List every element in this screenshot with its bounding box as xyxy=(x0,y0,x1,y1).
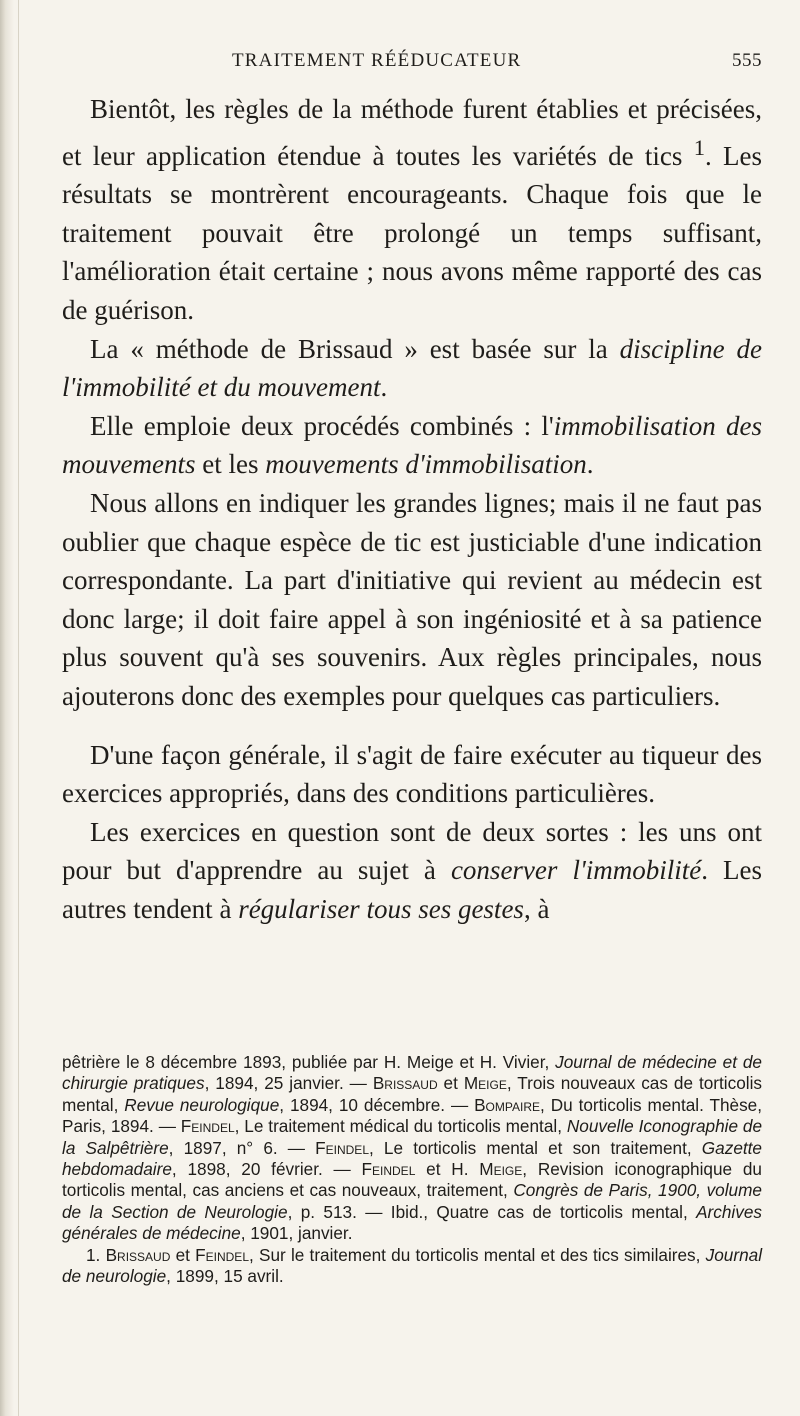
footnote-continued: pêtrière le 8 décembre 1893, publiée par H. Meige et H. Vivier, Journal de médecine et de chirurgie pratiques, 1894, 25 janvier. — Brissaud et Meige, Trois nouveaux cas de torticolis mental, Revue neurologique, 1894, 10 décembre. — Bompaire, Du torticolis mental. Thèse, Paris, 1894. — Feindel, Le traitement médical du torticolis mental, Nouvelle Iconographie de la Salpêtrière, 1897, n° 6. — Feindel, Le torticolis mental et son traitement, Gazette hebdomadaire, 1898, 20 février. — Feindel et H. Meige, Revision iconographique du torticolis mental, cas anciens et cas nouveaux, traitement, Congrès de Paris, 1900, volume de la Section de Neurologie, p. 513. — Ibid., Quatre cas de torticolis mental, Archives générales de médecine, 1901, janvier. xyxy=(62,1052,763,1244)
paragraph: Nous allons en indiquer les grandes lignes; mais il ne faut pas oublier que chaque espèce de tic est justiciable d'une indication correspondante. La part d'initiative qui revient au médecin est donc large; il doit faire appel à son ingéniosité et à sa patience plus souvent qu'à ses souvenirs. Aux règles principales, nous ajouterons donc des exemples pour quelques cas particuliers. xyxy=(62,487,762,711)
italic-phrase: discipline de l'immobilité et du mouvement xyxy=(62,333,762,403)
page-header xyxy=(62,50,762,78)
footnote-marker: 1 xyxy=(693,134,705,160)
italic-phrase: conserver l'immobilité xyxy=(450,855,702,886)
page-binding-line xyxy=(18,0,19,1416)
page-number: 555 xyxy=(732,50,762,71)
running-title: TRAITEMENT RÉÉDUCATEUR xyxy=(232,50,522,71)
paragraph: D'une façon générale, il s'agit de faire exécuter au tiqueur des exercices appropriés, dans des conditions particulières. xyxy=(62,739,762,809)
italic-phrase: mouvements d'immobilisation xyxy=(265,449,587,480)
main-text xyxy=(62,90,762,928)
paragraph: La « méthode de Brissaud » est basée sur la discipline de l'immobilité et du mouvement. xyxy=(62,333,762,403)
page-binding-shadow xyxy=(0,0,14,1416)
footnote-1: 1. Brissaud et Feindel, Sur le traitement du torticolis mental et des tics similaires, Journal de neurologie, 1899, 15 avril. xyxy=(62,1244,763,1287)
paragraph: Elle emploie deux procédés combinés : l'immobilisation des mouvements et les mouvements d'immobilisation. xyxy=(62,410,762,480)
italic-phrase: immobilisation des mouvements xyxy=(62,410,762,480)
paragraph: Bientôt, les règles de la méthode furent établies et précisées, et leur application étendue à toutes les variétés de tics $^1$. Les résultats se montrèrent encourageants. Chaque fois que le traitement pouvait être prolongé un temps suffisant, l'amélioration était certaine ; nous avons même rapporté des cas de guérison. xyxy=(62,94,762,325)
paragraph: Les exercices en question sont de deux sortes : les uns ont pour but d'apprendre au sujet à conserver l'immobilité. Les autres tendent à régulariser tous ses gestes, à xyxy=(62,816,762,924)
footnotes xyxy=(62,1052,762,1287)
italic-phrase: régulariser tous ses gestes xyxy=(238,893,524,924)
